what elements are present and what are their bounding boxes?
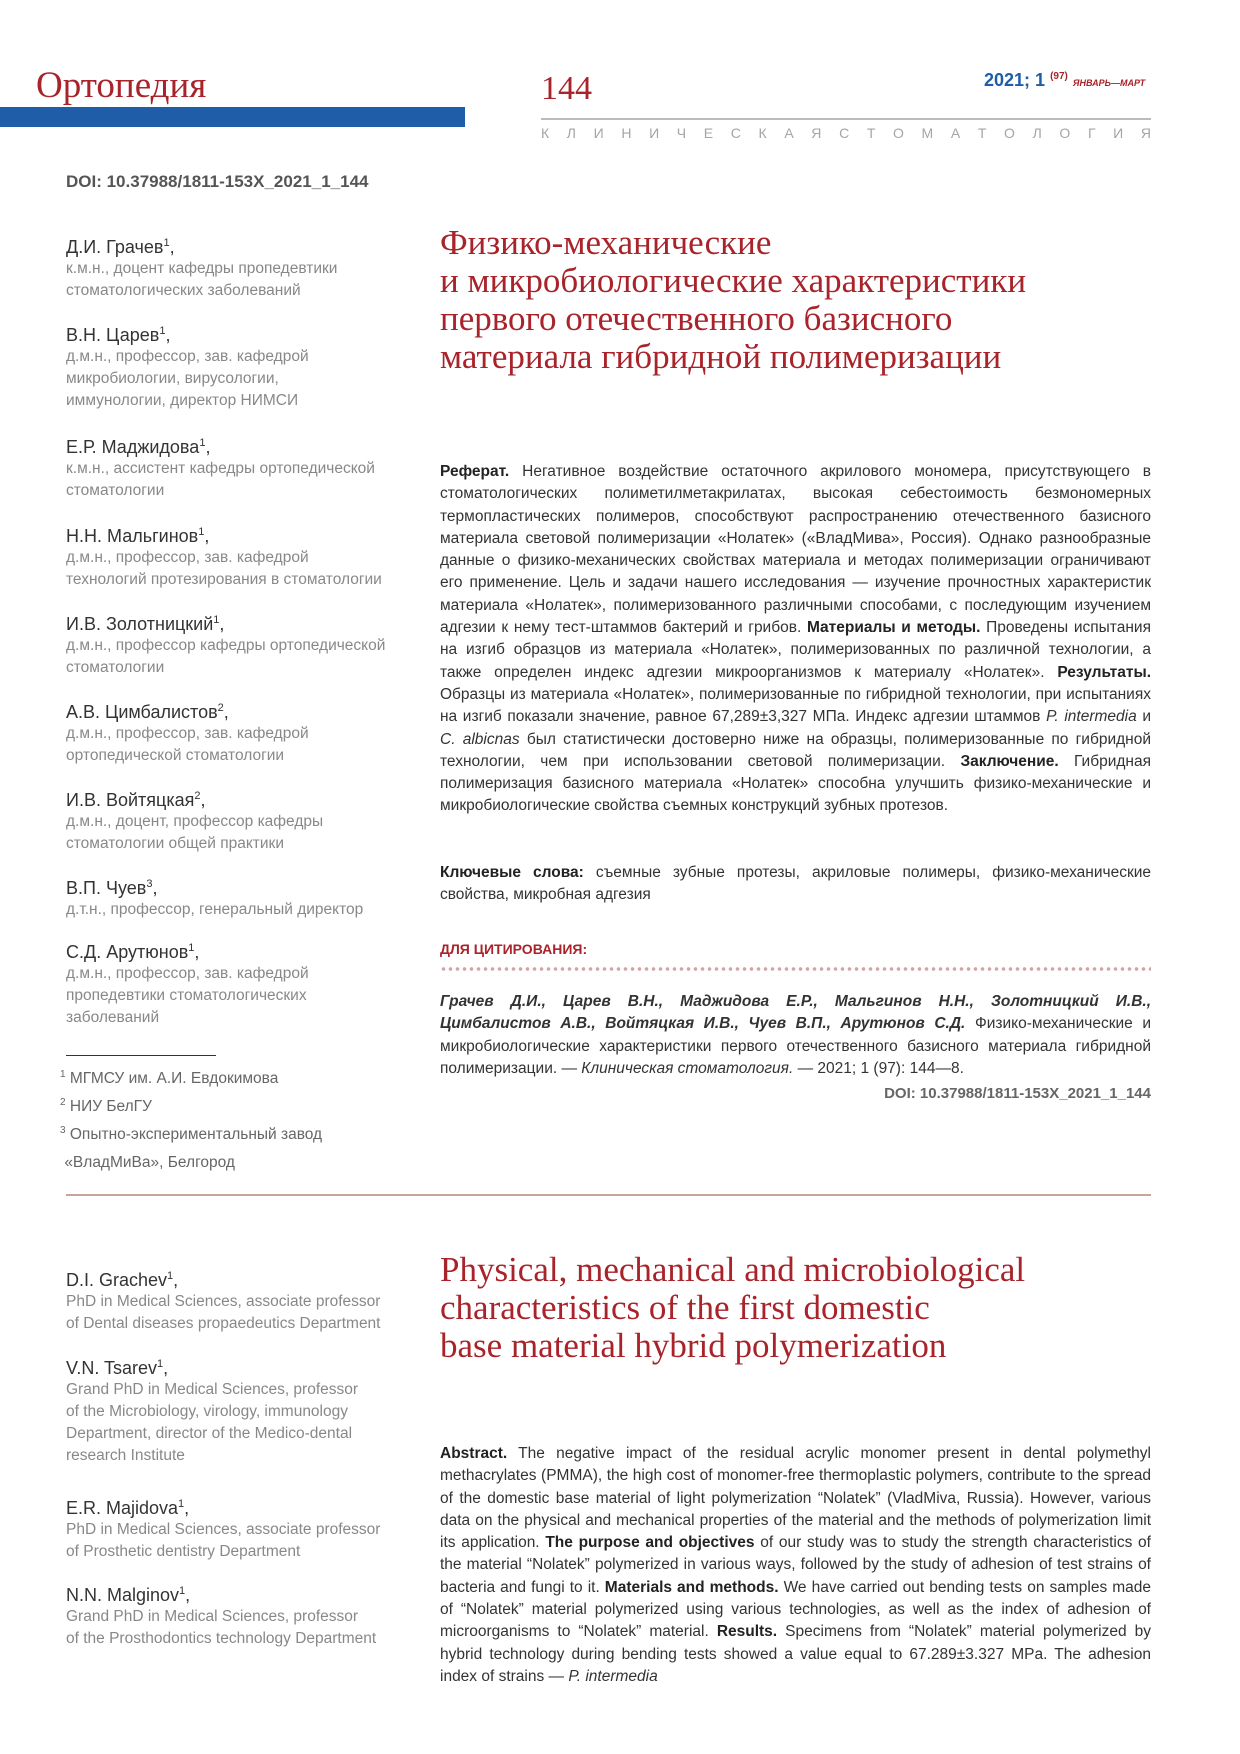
author-affiliation: Department, director of the Medico-dental (66, 1425, 353, 1442)
author-affiliation: к.м.н., доцент кафедры пропедевтики (66, 260, 338, 277)
author-block (66, 1493, 406, 1563)
issue-months: ЯНВАРЬ—МАРТ (1072, 78, 1146, 88)
author-name: E.R. Majidova$^1$, (66, 1498, 190, 1518)
affiliation-divider (66, 1055, 216, 1056)
issue-info (984, 70, 1145, 91)
header-rule (541, 118, 1151, 120)
article-title-ru: Физико-механические и микробиологические характеристики первого отечественного базисного материала гибридной полимеризации (440, 223, 1027, 376)
author-affiliation: д.м.н., профессор, зав. кафедрой (66, 348, 309, 365)
author-name: N.N. Malginov$^1$, (66, 1585, 191, 1605)
author-name: И.В. Войтяцкая$^2$, (66, 790, 206, 810)
author-block (66, 1265, 406, 1335)
author-affiliation: д.м.н., профессор, зав. кафедрой (66, 725, 309, 742)
author-affiliation: иммунологии, директор НИМСИ (66, 392, 299, 409)
author-name: Н.Н. Мальгинов$^1$, (66, 526, 210, 546)
affiliation-item: «ВладМиВа», Белгород (64, 1154, 235, 1172)
author-affiliation: Grand PhD in Medical Sciences, professor (66, 1608, 359, 1625)
author-block (66, 1353, 406, 1467)
author-block (66, 937, 406, 1029)
author-affiliation: д.т.н., профессор, генеральный директор (66, 901, 364, 918)
section-accent-bar (0, 107, 465, 127)
author-block (66, 232, 406, 302)
affiliation-item: $^2$ НИУ БелГУ (60, 1097, 152, 1116)
author-affiliation: of the Prosthodontics technology Department (66, 1630, 377, 1647)
page-number: 144 (541, 70, 592, 107)
author-block (66, 697, 406, 767)
author-block (66, 521, 406, 591)
author-name: V.N. Tsarev$^1$, (66, 1358, 169, 1378)
author-name: А.В. Цимбалистов$^2$, (66, 702, 229, 722)
author-affiliation: research Institute (66, 1447, 185, 1464)
author-name: С.Д. Арутюнов$^1$, (66, 942, 200, 962)
abstract-ru: Реферат. Негативное воздействие остаточного акрилового мономера, присутствующего в стоматологических полиметилметакрилатах, высокая себестоимость безмономерных термопластических полимеров, способствуют распространению отечественного базисного материала световой полимеризации «Нолатек» («ВладМива», Россия). Однако разнообразные данные о физико-механических свойствах материала и методах полимеризации ограничивают его применение. Цель и задачи нашего исследования — изучение прочностных характеристик материала «Нолатек», полимеризованного различными способами, с последующим изучением адгезии к нему тест-штаммов бактерий и грибов. Материалы и методы. Проведены испытания на изгиб образцов из материала «Нолатек», полимеризованных по различной технологии, а также определен индекс адгезии микроорганизмов к материалу «Нолатек». Результаты. Образцы из материала «Нолатек», полимеризованные по гибридной технологии, при испытаниях на изгиб показали значение, равное 67,289±3,327 МПа. Индекс адгезии штаммов P. intermedia и C. albicnas был статистически достоверно ниже на образцы, полимеризованные по гибридной технологии, чем при использовании световой полимеризации. Заключение. Гибридная полимеризация базисного материала «Нолатек» способна улучшить физико-механические и микробиологические свойства съемных конструкций зубных протезов. (440, 463, 1152, 815)
keywords-ru: Ключевые слова: съемные зубные протезы, акриловые полимеры, физико-механические свойства, микробная адгезия (440, 864, 1151, 904)
author-block (66, 873, 406, 921)
citation-dotted-divider (440, 966, 1151, 972)
author-affiliation: of Prosthetic dentistry Department (66, 1543, 301, 1560)
affiliation-item: $^1$ МГМСУ им. А.И. Евдокимова (60, 1069, 279, 1088)
author-name: В.П. Чуев$^3$, (66, 878, 158, 898)
journal-name: К Л И Н И Ч Е С К А Я С Т О М А Т О Л О Г И Я (541, 125, 1151, 141)
section-separator (66, 1194, 1151, 1196)
author-affiliation: заболеваний (66, 1009, 160, 1026)
section-title: Ортопедия (36, 65, 207, 106)
author-affiliation: of the Microbiology, virology, immunology (66, 1403, 348, 1420)
citation-doi: DOI: 10.37988/1811-153X_2021_1_144 (884, 1085, 1151, 1102)
issue-year: 2021; 1 (984, 70, 1046, 90)
author-block (66, 1580, 406, 1650)
author-affiliation: стоматологии (66, 659, 165, 676)
abstract-en: Abstract. The negative impact of the residual acrylic monomer present in dental polymethyl methacrylates (PMMA), the high cost of monomer-free thermoplastic polymers, contribute to the spread of the domestic base material of light polymerization “Nolatek” (VladMiva, Russia). However, various data on the physical and mechanical properties of the material and the methods of polymerization limit its application. The purpose and objectives of our study was to study the strength characteristics of the material “Nolatek” polymerized in various ways, followed by the study of adhesion of test strains of bacteria and fungi to it. Materials and methods. We have carried out bending tests on samples made of “Nolatek” material polymerized using various technologies, as well as the index of adhesion of microorganisms to “Nolatek” material. Results. Specimens from “Nolatek” material polymerized by hybrid technology during bending tests showed a value equal to 67.289±3.327 MPa. The adhesion index of strains — P. intermedia (440, 1445, 1152, 1685)
author-affiliation: пропедевтики стоматологических (66, 987, 307, 1004)
citation-heading: ДЛЯ ЦИТИРОВАНИЯ: (440, 941, 588, 957)
author-block (66, 432, 406, 502)
author-affiliation: технологий протезирования в стоматологии (66, 571, 382, 588)
author-affiliation: д.м.н., профессор, зав. кафедрой (66, 549, 309, 566)
author-affiliation: PhD in Medical Sciences, associate professor (66, 1293, 381, 1310)
author-affiliation: Grand PhD in Medical Sciences, professor (66, 1381, 359, 1398)
author-affiliation: ортопедической стоматологии (66, 747, 285, 764)
author-affiliation: of Dental diseases propaedeutics Department (66, 1315, 381, 1332)
author-affiliation: к.м.н., ассистент кафедры ортопедической (66, 460, 375, 477)
author-name: Д.И. Грачев$^1$, (66, 237, 175, 257)
author-affiliation: PhD in Medical Sciences, associate professor (66, 1521, 381, 1538)
author-affiliation: стоматологии общей практики (66, 835, 284, 852)
article-title-en: Physical, mechanical and microbiological characteristics of the first domestic base material hybrid polymerization (440, 1250, 1026, 1365)
author-affiliation: стоматологии (66, 482, 165, 499)
author-affiliation: стоматологических заболеваний (66, 282, 301, 299)
author-name: D.I. Grachev$^1$, (66, 1270, 179, 1290)
author-name: И.В. Золотницкий$^1$, (66, 614, 225, 634)
author-affiliation: микробиологии, вирусологии, (66, 370, 279, 387)
citation-text: Грачев Д.И., Царев В.Н., Маджидова Е.Р., Мальгинов Н.Н., Золотницкий И.В., Цимбалистов А.В., Войтяцкая И.В., Чуев В.П., Арутюнов С.Д. Физико-механические и микробиологические характеристики первого отечественного базисного материала гибридной полимеризации. — Клиническая стоматология. — 2021; 1 (97): 144—8. (440, 993, 1152, 1077)
author-block (66, 785, 406, 855)
issue-number: (97) (1050, 71, 1068, 82)
author-name: В.Н. Царев$^1$, (66, 325, 171, 345)
affiliations-list (60, 1063, 400, 1176)
author-block (66, 320, 406, 412)
author-affiliation: д.м.н., профессор, зав. кафедрой (66, 965, 309, 982)
doi: DOI: 10.37988/1811-153X_2021_1_144 (66, 172, 369, 191)
author-affiliation: д.м.н., доцент, профессор кафедры (66, 813, 324, 830)
author-name: Е.Р. Маджидова$^1$, (66, 437, 211, 457)
author-affiliation: д.м.н., профессор кафедры ортопедической (66, 637, 386, 654)
affiliation-item: $^3$ Опытно-экспериментальный завод (60, 1125, 323, 1144)
author-block (66, 609, 406, 679)
